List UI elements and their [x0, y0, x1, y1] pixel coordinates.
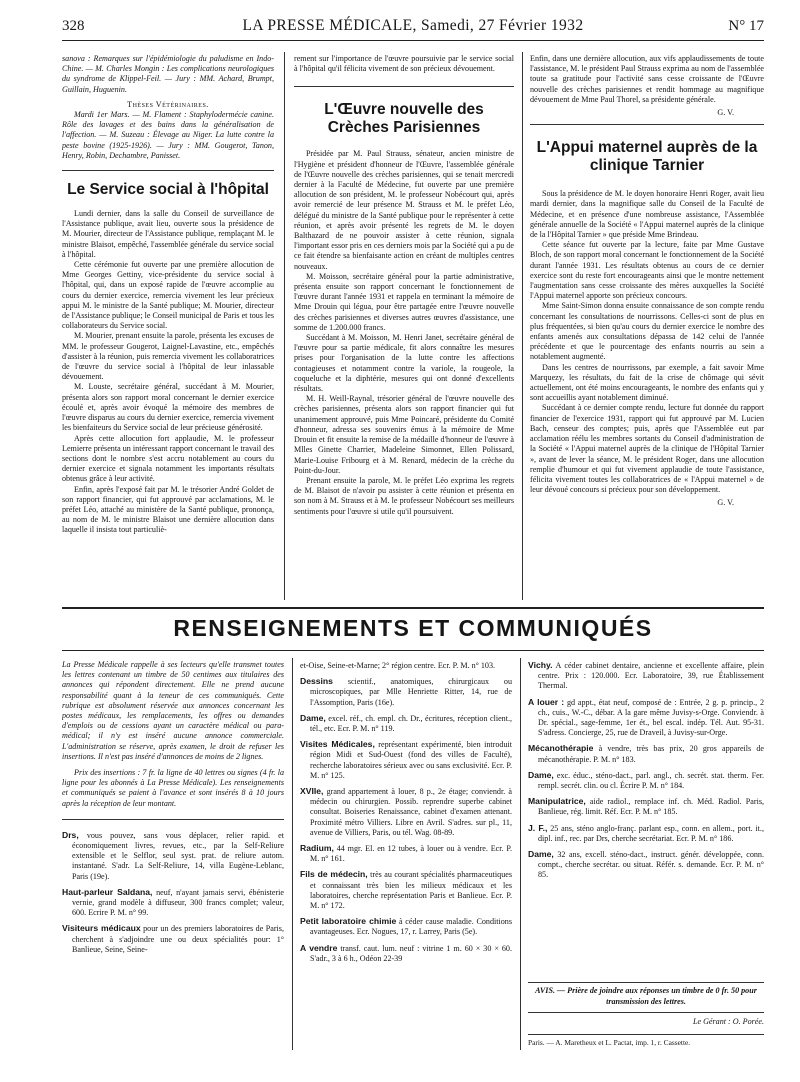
paragraph: Succédant à ce dernier compte rendu, lecture fut donnée du rapport financier de l'exercice 1931, rapport qui fut approuvé par M. Lucien Bach, censeur des comptes; puis, après que l'Assemblée eut par acclamation réélu les membres sortants du Conseil d'administration de la Société « l'Appui maternel auprès de la clinique de l'Hôpital Tarnier », avant de lever la séance, M. le président Roger, dans une allocution remplie d'humour et qui fut vivement applaudie de toute l'assistance, félicita vivement toutes les collaboratrices de « l'Appui maternel » de leur dévoué concours si précieux pour son développement.: [530, 403, 764, 495]
classified-ad: Haut-parleur Saldana, neuf, n'ayant jamais servi, ébénisterie vernie, grand modèle à diffuseur, 300 francs complet; valeur, 600. Ecrire P. M. n° 99.: [62, 886, 284, 918]
banner-top-rule: [62, 607, 764, 609]
paragraph: Prenant ensuite la parole, M. le préfet Léo exprima les regrets de M. Blaisot de n'avoir pu assister à cette réunion et présenta en son nom à M. Strauss et à M. le professeur Nobécourt ses meilleurs sentiments pour l'œuvre si utile qu'il poursuivent.: [294, 475, 514, 516]
paragraph: Après cette allocution fort applaudie, M. le professeur Lemierre présenta un intéressant rapport concernant le travail des sections dont le nombre s'est accru notablement au cours du dernier exercice et signala notamment les importants résultats obtenus grâce à leur activité.: [62, 433, 274, 484]
paragraph: Lundi dernier, dans la salle du Conseil de surveillance de l'Assistance publique, avait lieu, ouverte sous la présidence de M. Mourier, directeur de l'Assistance publique, remplaçant M. le ministre Blaisot, empêché, l'assemblée générale du service social à l'hôpital.: [62, 209, 274, 259]
continuation-text: rement sur l'importance de l'œuvre poursuivie par le service social à l'hôpital qu'il félicita vivement de son précieux dévouement.: [294, 54, 514, 74]
column-service-social: [62, 54, 274, 602]
paragraph: Cette séance fut ouverte par la lecture, faite par Mme Gustave Bloch, de son rapport moral concernant le fonctionnement de la Société durant l'année 1931. Les résultats obtenus au cours de ce dernier exercice sont du reste fort encourageants ainsi que le montre nettement l'augmentation sans cesse croissante des mères auxquelles la Société l'Appui maternel apporte son précieux concours.: [530, 240, 764, 301]
paragraph: Succédant à M. Moisson, M. Henri Janet, secrétaire général de l'œuvre pour sa partie médicale, fit alors connaître les mesures prises pour l'organisation de la lutte contre les affections contagieuses et notamment contre la variole, la rougeole, la coqueluche et la diphtérie, mesures qui ont donné d'excellents résultats.: [294, 333, 514, 394]
classified-ad: Dame, 32 ans, excell. sténo-dact., instruct. génér. développée, conn. compt., cherche secrétar. ou situat. Référ. s. demande. Ecr. P. M. n° 85.: [528, 849, 764, 880]
editorial-notice: La Presse Médicale rappelle à ses lecteurs qu'elle transmet toutes les lettres contenant un timbre de 50 centimes aux titulaires des annonces qui répondent directement. Elle ne prend aucune responsabilité quant à la teneur de ces communiqués. Cette rubrique est absolument réservée aux annonces concernant les postes médicaux, les remplacements, les offres ou demandes d'emplois ou de cessions ayant un caractère médical ou para-médical; il n'y est inséré aucune annonce commerciale. L'administration se réserve, après examen, le droit de refuser les insertions. Il n'est pas inséré d'annonces de moins de 2 lignes.: [62, 660, 284, 761]
classified-ad: Dame, exc. éduc., sténo-dact., parl. angl., ch. secrét. stat. therm. Fer. rempl. secrét. clin. ou cl. Écrire P. M. n° 184.: [528, 769, 764, 791]
signature: G. V.: [717, 108, 734, 118]
column-ads-1: [62, 660, 284, 1020]
column-divider: [522, 52, 523, 600]
classified-ad: Drs, vous pouvez, sans vous déplacer, relier rapid. et économiquement livres, revues, etc., par la Self-Reliure extensible et le Selflor, seul syst. prat. de reliure autom. instantané. S'adr. La Self-Reliure, 14, villa Eugène-Leblanc, Paris (19e).: [62, 829, 284, 881]
paragraph: Cette cérémonie fut ouverte par une première allocution de Mme Georges Gettiny, vice-présidente du service social à l'hôpital, qui, dans un exposé rapide de l'œuvre accomplie au cours du dernier exercice, remercia vivement les leur précieux appui M. le ministre de la Santé publique; M. Mourier, directeur de l'Assistance publique; le Conseil municipal de Paris et tous les collaborateurs du Service social.: [62, 260, 274, 331]
classified-ad: Fils de médecin, très au courant spécialités pharmaceutiques et connaissant très bien les milieux médicaux et les laboratoires, cherche représentation Paris et Banlieue. Ecr. P. M. n° 172.: [300, 869, 512, 911]
classified-ad: Mécanothérapie à vendre, très bas prix, 20 gros appareils de mécanothérapie. P. M. n° 183.: [528, 743, 764, 764]
column-divider: [520, 658, 521, 1050]
column-divider: [292, 658, 293, 1050]
section-title-appui-maternel: L'Appui maternel auprès de la clinique Tarnier: [536, 139, 758, 175]
gerant-line: Le Gérant : O. Porée.: [528, 1012, 764, 1026]
classified-ad: Visiteurs médicaux pour un des premiers laboratoires de Paris, cherchent à s'adjoindre une ou deux spécialités pour: 1° Banlieue, Seine, Seine-: [62, 923, 284, 954]
column-creches: [294, 54, 514, 602]
page-header: [62, 14, 764, 41]
classified-ad: A louer : gd appt., état neuf, composé de : Entrée, 2 g. p. princip., 2 ch., cuis., W.-C., débar. A la gare même Juvisy-s-Orge. Conviendr. à Dr. spécial., sage-femme, 1er ét., bel escal. indép. Tél. Aut. 95-31. S'adress. Concierge, 25, rue de Draveil, à Juvisy-sur-Orge.: [528, 696, 764, 738]
page-number: 328: [62, 18, 85, 34]
column-appui-maternel: [530, 54, 764, 602]
classified-ad: Dessins scientif., anatomiques, chirurgicaux ou microscopiques, par Mlle Henriette Ritter, 14, rue de l'Assomption, Paris (16e).: [300, 676, 512, 707]
classified-ad: Radium, 44 mgr. El. en 12 tubes, à louer ou à vendre. Ecr. P. M. n° 161.: [300, 843, 512, 864]
printer-imprint: Paris. — A. Maretheux et L. Pactat, imp. 1, r. Cassette.: [528, 1034, 764, 1047]
column-divider: [284, 52, 285, 600]
paragraph: M. H. Weill-Raynal, trésorier général de l'œuvre nouvelle des crèches parisiennes, présenta alors son rapport financier qui fut unanimement approuvé, puis Mme Poincaré, présidente du Comité d'honneur, adressa ses souvenirs émus à la mémoire de Mme Drouin et fit ensuite la remise de la médaille d'honneur de l'œuvre à Mlles Ginette Charrier, Madeleine Simonnet, Ellen Polissard, Marie-Louise Fribourg et à M. Renard, médecin de la crèche du Point-du-Jour.: [294, 394, 514, 475]
classified-ad: Dame, excel. réf., ch. empl. ch. Dr., écritures, réception client., tél., etc. Ecr. P. M. n° 119.: [300, 712, 512, 734]
classified-ad: Petit laboratoire chimie à céder cause maladie. Conditions avantageuses. Ecr. Nogues, 17, r. Larrey, Paris (5e).: [300, 916, 512, 937]
insertion-prices: Prix des insertions : 7 fr. la ligne de 40 lettres ou signes (4 fr. la ligne pour les abonnés à La Presse Médicale). Les renseignements et communiqués se paient à l'avance et sont insérés 8 à 10 jours après la réception de leur montant.: [62, 768, 284, 808]
banner-bottom-rule: [62, 650, 764, 651]
classified-ad: Visites Médicales, représentant expérimenté, bien introduit région Midi et Sud-Ouest (fond des villes de Faculté), recherche laboratoires sérieux avec ou sans exclusivité. Ecr. P. M. n° 125.: [300, 739, 512, 780]
paragraph: Dans les centres de nourrissons, par exemple, a fait savoir Mme Marquezy, les résultats, du fait de la crise de chômage qui sévit actuellement, ont été moins encourageants, le nombre des enfants qui y sont accueillis ayant notablement diminué.: [530, 362, 764, 403]
section-title-service-social: Le Service social à l'hôpital: [67, 181, 269, 199]
section-rule: [62, 170, 274, 171]
section-rule: [294, 86, 514, 87]
paragraph: Sous la présidence de M. le doyen honoraire Henri Roger, avait lieu mardi dernier, dans la magnifique salle du Conseil de la Faculté de Médecine, et en présence d'une nombreuse assistance, l'Assemblée générale annuelle de la Société « l'Appui maternel auprès de la clinique de la l'Hôpital Tarnier » que préside Mme Brindeau.: [530, 189, 764, 240]
classified-ad: Vichy. A céder cabinet dentaire, ancienne et excellente affaire, plein centre. Prix : 120.000. Ecr. Laboratoire, 39, rue Établissement Thermal.: [528, 660, 764, 691]
paragraph: Enfin, après l'exposé fait par M. le trésorier André Goldet de son rapport financier, qui fut approuvé par acclamations, M. le préfet Léo, attaché au ministère de la Santé publique, prononça, au nom de M. le ministre Blaisot une dernière allocution dans laquelle il insista tout particuliè-: [62, 484, 274, 535]
exam-intro: sanova : Remarques sur l'épidémiologie du paludisme en Indo-Chine. — M. Charles Mongin : Les complications neurologiques du syndrome de Klippel-Feil. — Jury : MM. Achard, Brumpt, Guillain, Huguenin.: [62, 54, 274, 94]
theses-text: Mardi 1er Mars. — M. Flament : Staphylodermécie canine. Rôle des lavages et des bains dans la généralisation de l'affection. — M. Suzeau : Élevage au Niger. La lutte contre la peste bovine (1925-1926). — Jury : MM. Gougerot, Tanon, Henry, Robin, Dechambre, Panisset.: [62, 110, 274, 160]
section-title-creches: L'Œuvre nouvelle des Crèches Parisiennes: [324, 101, 484, 137]
column-ads-3: [528, 660, 764, 970]
renseignements-banner-title: RENSEIGNEMENTS ET COMMUNIQUÉS: [173, 615, 653, 641]
classified-ad: J. F., 25 ans, sténo anglo-franç. parlant esp., conn. en allem., port. it., dipl. inf., rec. par Drs, cherche secrétariat. Ecr. P. M. n° 186.: [528, 822, 764, 843]
paragraph: M. Moisson, secrétaire général pour la partie administrative, présenta ensuite son rapport concernant le fonctionnement de l'œuvre durant l'année 1931 et rappela en terminant la mémoire de Mme Drouin qui légua, pour être partagée entre l'œuvre nouvelle des crèches parisiennes et diverses autres œuvres d'assistance, une somme de 1.200.000 francs.: [294, 271, 514, 332]
issue-number: N° 17: [728, 18, 764, 34]
continuation-text: Enfin, dans une dernière allocution, aux vifs applaudissements de toute l'assistance, M. le président Paul Strauss exprima au nom de l'assemblée toute sa gratitude pour l'activité sans cesse croissante de l'Œuvre nouvelle des crèches parisiennes et rendit hommage au magnifique dévouement de Mme Paul Thorel, sa présidente générale.: [530, 54, 764, 104]
column-ads-2: [300, 660, 512, 1052]
classified-ad: A vendre transf. caut. lum. neuf : vitrine 1 m. 60 × 30 × 60. S'adr., 3 à 6 h., Odéon 22-39: [300, 942, 512, 963]
journal-title: LA PRESSE MÉDICALE, Samedi, 27 Février 1932: [242, 17, 584, 34]
avis-notice: AVIS. — Prière de joindre aux réponses un timbre de 0 fr. 50 pour transmission des lettres.: [528, 982, 764, 1007]
signature: G. V.: [717, 498, 734, 508]
section-rule: [62, 819, 284, 820]
paragraph: M. Mourier, prenant ensuite la parole, présenta les excuses de MM. le professeur Gougerot, Laignel-Lavastine, etc., empêchés d'assister à la réunion, puis remercia vivement les collaboratrices de l'œuvre du service social à l'hôpital de leur inlassable dévouement.: [62, 331, 274, 382]
paragraph: Présidée par M. Paul Strauss, sénateur, ancien ministre de l'Hygiène et président d'honneur de l'Œuvre, l'assemblée générale de l'Œuvre nouvelle des crèches parisiennes, qui se tenait mercredi dernier à la Faculté de Médecine, fut ouverte par une première allocution de son président, M. le professeur Nobécourt qui, après avoir remercié de leur présence M. Strauss et M. le préfet Léo, délégué du ministre de la Santé publique pour le représenter à cette réunion, et après avoir présenté les regrets de M. le doyen Balthazard de ne pouvoir assister à cette réunion, signala l'important essor pris en ces derniers mois par la Société qui a pu de ce fait étendre sa bienfaisante action en créant de multiples centres nouveaux.: [294, 149, 514, 271]
paragraph: Mme Saint-Simon donna ensuite connaissance de son compte rendu concernant les consultations de nourrissons. Celles-ci sont de plus en plus fréquentées, si bien qu'au cours du dernier exercice le nombre des enfants amenés aux consultations dépassa de 142 celui de l'année précédente et que le pourcentage des enfants nourris au sein a notablement augmenté.: [530, 301, 764, 362]
classified-ad: Manipulatrice, aide radiol., remplace inf. ch. Méd. Radiol. Paris, Banlieue, rég. limit. Réf. Ecr. P. M. n° 185.: [528, 796, 764, 817]
theses-veterinaires-heading: Thèses Vétérinaires.: [127, 99, 209, 109]
section-rule: [530, 124, 764, 125]
classified-ad: XVIIe, grand appartement à louer, 8 p., 2e étage; conviendr. à médecin ou chirurgien. Possib. reprendre superbe cabinet consultat. Boiseries Renaissance, cabinet d'examen attenant. Proximité métro Villiers. Libre en Avril. S'adres. sur pl., 11, avenue de Villiers, Paris, ou tél. Wag. 08-89.: [300, 786, 512, 837]
classified-ad: et-Oise, Seine-et-Marne; 2° région centre. Ecr. P. M. n° 103.: [300, 661, 496, 670]
paragraph: M. Louste, secrétaire général, succédant à M. Mourier, présenta alors son rapport moral concernant le dernier exercice écoulé et, après avoir évoqué la mémoire des membres de l'œuvre disparus au cours du dernier exercice, remercia vivement les bienfaiteurs du Service social de leur précieuse générosité.: [62, 382, 274, 433]
